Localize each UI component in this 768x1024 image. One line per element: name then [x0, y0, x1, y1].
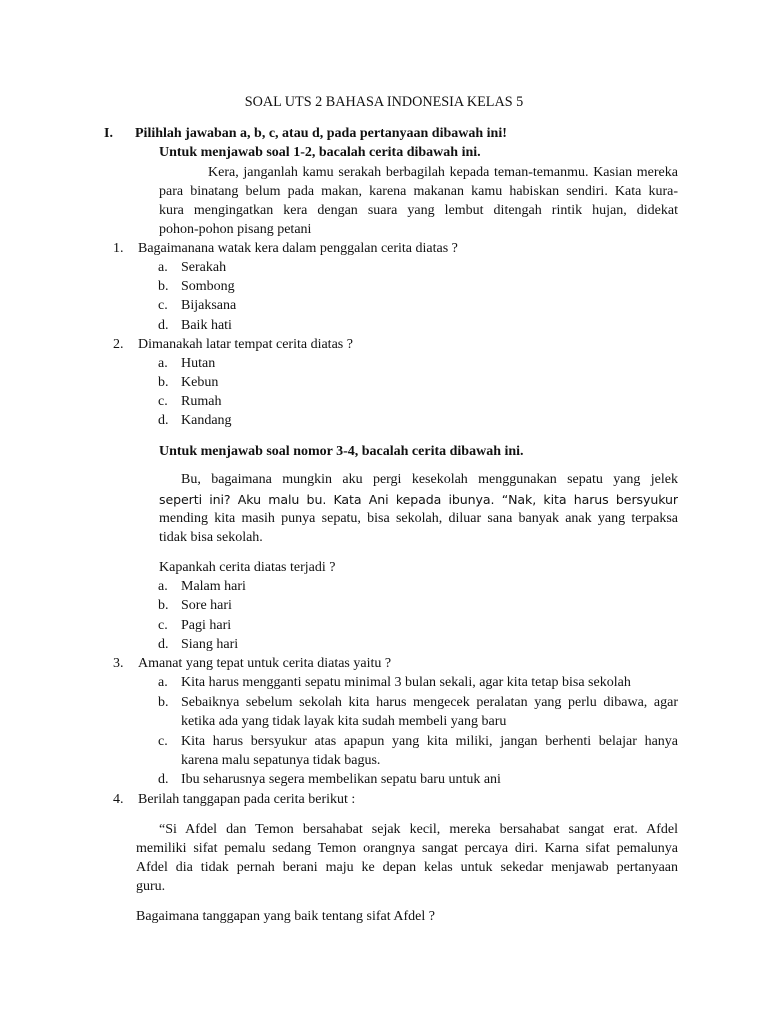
story1-line: kura mengingatkan kera dengan suara yang lembut ditengah rintik hujan, didekat — [159, 203, 678, 218]
question-number: 2. — [113, 337, 124, 352]
story1-heading: Untuk menjawab soal 1-2, bacalah cerita dibawah ini. — [159, 145, 481, 160]
story1-line: Kera, janganlah kamu serakah berbagilah kepada teman-temanmu. Kasian mereka — [208, 165, 678, 180]
question-number: 3. — [113, 656, 124, 671]
q4-story-line: “Si Afdel dan Temon bersahabat sejak kecil, mereka bersahabat sangat erat. Afdel — [159, 822, 678, 837]
story1-line: pohon-pohon pisang petani — [159, 222, 312, 237]
story2-line: tidak bisa sekolah. — [159, 530, 263, 545]
story2-heading: Untuk menjawab soal nomor 3-4, bacalah cerita dibawah ini. — [159, 444, 524, 459]
question-text: Dimanakah latar tempat cerita diatas ? — [138, 337, 353, 352]
q3-option-c: Kita harus bersyukur atas apapun yang kita miliki, jangan berhenti belajar hanya — [181, 734, 678, 749]
section-instruction: Pilihlah jawaban a, b, c, atau d, pada pertanyaan dibawah ini! — [135, 126, 507, 141]
question-text: Bagaimanana watak kera dalam penggalan cerita diatas ? — [138, 241, 458, 256]
worksheet-page: SOAL UTS 2 BAHASA INDONESIA KELAS 5 I. Pilihlah jawaban a, b, c, atau d, pada pertanyaan dibawah ini! Untuk menjawab soal 1-2, bacalah cerita dibawah ini. Kera, janganlah kamu serakah berbagilah kepada teman-temanmu. Kasian mereka para binatang belum pada makan, karena makanan kamu habiskan sendiri. Kata kura- kura mengingatkan kera dengan suara yang lembut ditengah rintik hujan, didekat pohon-pohon pisang petani 1. Bagaimanana watak kera dalam penggalan cerita diatas ? a. Serakah b. Sombong c. Bijaksana d. Baik hati 2. Dimanakah latar tempat cerita diatas ? a. Hutan b. Kebun c. Rumah d. Kandang Untuk menjawab soal nomor 3-4, bacalah cerita dibawah ini. Bu, bagaimana mungkin aku pergi kesekolah menggunakan sepatu yang jelek seperti ini? Aku malu bu. Kata Ani kepada ibunya. “Nak, kita harus bersyukur mending kita masih punya sepatu, bisa sekolah, diluar sana banyak anak yang terpaksa tidak bisa sekolah. Kapankah cerita diatas terjadi ? a. Malam hari b. Sore hari c. Pagi hari d. Siang hari 3. Amanat yang tepat untuk cerita diatas yaitu ? a. Kita harus mengganti sepatu minimal 3 bulan sekali, agar kita tetap bisa sekolah b. Sebaiknya sebelum sekolah kita harus mengecek peralatan yang perlu dibawa, agar ketika ada yang tidak layak kita sudah membeli yang baru c. Kita harus bersyukur atas apapun yang kita miliki, jangan berhenti belajar hanya karena malu sepatunya tidak bagus. d. Ibu seharusnya segera membelikan sepatu baru untuk ani 4. Berilah tanggapan pada cerita berikut : “Si Afdel dan Temon bersahabat sejak kecil, mereka bersahabat sangat erat. Afdel memiliki sifat pemalu sedang Temon orangnya sangat percaya diri. Karna sifat pemalunya Afdel dia tidak pernah berani maju ke depan kelas untuk sekedar menjawab pertanyaan guru. Bagaimana tanggapan yang baik tentang sifat Afdel ? — [0, 0, 768, 1024]
question-number: 4. — [113, 792, 124, 807]
story1-line: para binatang belum pada makan, karena makanan kamu habiskan sendiri. Kata kura- — [159, 184, 678, 199]
q3-option-b-line2: ketika ada yang tidak layak kita sudah membeli yang baru — [181, 714, 507, 729]
q3-option-c-letter: c. — [158, 734, 168, 749]
story2-line: seperti ini? Aku malu bu. Kata Ani kepada ibunya. “Nak, kita harus bersyukur — [159, 492, 678, 507]
page-title: SOAL UTS 2 BAHASA INDONESIA KELAS 5 — [244, 94, 524, 110]
q4-question: Bagaimana tanggapan yang baik tentang sifat Afdel ? — [136, 909, 435, 924]
question-number: 1. — [113, 241, 124, 256]
q3-option-b: Sebaiknya sebelum sekolah kita harus mengecek peralatan yang perlu dibawa, agar — [181, 695, 678, 710]
q4-story-line: guru. — [136, 879, 166, 894]
section-numeral: I. — [104, 126, 113, 141]
story2-line: Bu, bagaimana mungkin aku pergi kesekolah menggunakan sepatu yang jelek — [181, 472, 678, 487]
q4-story-line: Afdel dia tidak pernah berani maju ke depan kelas untuk sekedar menjawab pertanyaan — [136, 860, 678, 875]
story2-line: mending kita masih punya sepatu, bisa sekolah, diluar sana banyak anak yang terpaksa — [159, 511, 678, 526]
q3-option-c-line2: karena malu sepatunya tidak bagus. — [181, 753, 381, 768]
question-text: Berilah tanggapan pada cerita berikut : — [138, 792, 356, 807]
q4-story-line: memiliki sifat pemalu sedang Temon orangnya sangat percaya diri. Karna sifat pemalunya — [136, 841, 678, 856]
q3-option-b-letter: b. — [158, 695, 169, 710]
time-question-text: Kapankah cerita diatas terjadi ? — [159, 560, 336, 575]
question-text: Amanat yang tepat untuk cerita diatas yaitu ? — [138, 656, 392, 671]
